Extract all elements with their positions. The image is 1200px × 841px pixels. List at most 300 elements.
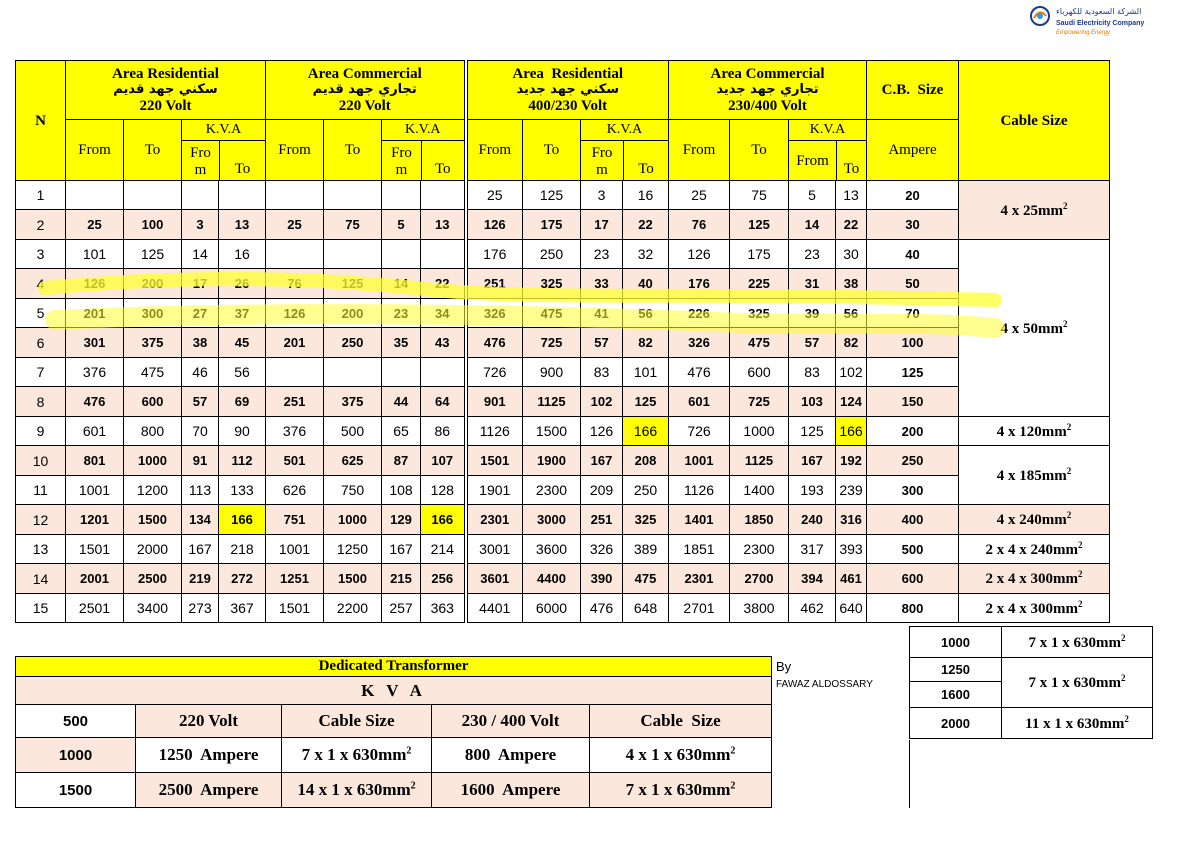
value-cell: 126: [266, 299, 324, 328]
table-row: [16, 328, 1110, 358]
value-cell: 30: [836, 240, 867, 269]
table-row: [16, 269, 1110, 299]
group-title: Area Commercial: [710, 66, 825, 82]
value-cell: 376: [266, 417, 324, 446]
cable-size-cell: 2 x 4 x $300mm^2$: [959, 594, 1110, 623]
value-cell: 500: [324, 417, 382, 446]
extra-cable-cell: 11 x 1 x $630mm^2$: [1002, 708, 1153, 739]
value-cell: 3000: [523, 505, 581, 535]
row-number: 2: [16, 210, 66, 240]
value-cell: 35: [382, 328, 421, 358]
value-cell: 2500: [124, 564, 182, 594]
dedicated-kva-cell: 1000: [16, 738, 136, 773]
value-cell: 3: [581, 181, 623, 210]
value-cell: 751: [266, 505, 324, 535]
value-cell: 56: [219, 358, 266, 387]
dedicated-cable400: 4 x 1 x $630mm^2$: [590, 738, 772, 773]
dedicated-amp400: 800 Ampere: [432, 738, 590, 773]
table-row: [16, 476, 1110, 505]
logo-english-name: Saudi Electricity Company: [1056, 20, 1145, 27]
value-cell: 375: [324, 387, 382, 417]
value-cell: 125: [523, 181, 581, 210]
row-number: 13: [16, 535, 66, 564]
value-cell: [382, 240, 421, 269]
row-number: 5: [16, 299, 66, 328]
value-cell: 125: [623, 387, 669, 417]
table-row: [16, 240, 1110, 269]
dedicated-kva-500: 500: [16, 705, 136, 738]
value-cell: 3001: [466, 535, 523, 564]
value-cell: 226: [669, 299, 730, 328]
value-cell: 57: [789, 328, 836, 358]
value-cell: 46: [182, 358, 219, 387]
value-cell: 4401: [466, 594, 523, 623]
value-cell: 126: [466, 210, 523, 240]
to-header: To: [124, 120, 182, 181]
group-arabic: سكني جهد جديد: [516, 82, 620, 97]
value-cell: 3800: [730, 594, 789, 623]
value-cell: 17: [182, 269, 219, 299]
value-cell: 601: [66, 417, 124, 446]
kva-subheader: [789, 120, 867, 181]
value-cell: 1001: [66, 476, 124, 505]
value-cell: [266, 181, 324, 210]
value-cell: 90: [219, 417, 266, 446]
value-cell: 218: [219, 535, 266, 564]
value-cell: 326: [581, 535, 623, 564]
value-cell: 251: [266, 387, 324, 417]
kva-from-header: Fro m: [182, 141, 220, 180]
value-cell: 166: [421, 505, 466, 535]
cable-size-cell: 4 x $185mm^2$: [959, 446, 1110, 505]
table-row: [16, 210, 1110, 240]
value-cell: 901: [466, 387, 523, 417]
divider-line: [909, 740, 910, 808]
cb-size-header: C.B. Size: [867, 61, 959, 120]
value-cell: 87: [382, 446, 421, 476]
value-cell: 201: [66, 299, 124, 328]
row-number: 9: [16, 417, 66, 446]
value-cell: 200: [324, 299, 382, 328]
value-cell: 40: [623, 269, 669, 299]
row-number: 3: [16, 240, 66, 269]
value-cell: 82: [623, 328, 669, 358]
value-cell: 13: [219, 210, 266, 240]
value-cell: 625: [324, 446, 382, 476]
value-cell: 5: [789, 181, 836, 210]
value-cell: 726: [669, 417, 730, 446]
from-header: From: [669, 120, 730, 181]
dedicated-cable400: 7 x 1 x $630mm^2$: [590, 773, 772, 808]
value-cell: 394: [789, 564, 836, 594]
value-cell: 102: [581, 387, 623, 417]
dedicated-amp400: 1600 Ampere: [432, 773, 590, 808]
value-cell: 14: [382, 269, 421, 299]
cb-ampere-cell: 300: [867, 476, 959, 505]
value-cell: 1850: [730, 505, 789, 535]
group-arabic: تجاري جهد قديم: [312, 82, 417, 97]
value-cell: 219: [182, 564, 219, 594]
value-cell: 389: [623, 535, 669, 564]
value-cell: 176: [466, 240, 523, 269]
value-cell: 3601: [466, 564, 523, 594]
value-cell: 475: [623, 564, 669, 594]
value-cell: 801: [66, 446, 124, 476]
value-cell: 134: [182, 505, 219, 535]
value-cell: 2301: [466, 505, 523, 535]
value-cell: 32: [623, 240, 669, 269]
value-cell: 251: [581, 505, 623, 535]
value-cell: 25: [266, 210, 324, 240]
value-cell: 2300: [523, 476, 581, 505]
extra-cable-cell: 7 x 1 x $630mm^2$: [1002, 627, 1153, 658]
row-number: 15: [16, 594, 66, 623]
group-volt: 220 Volt: [338, 98, 391, 114]
kva-label: K.V.A: [789, 120, 866, 141]
extra-amp-cell: 1600: [910, 682, 1002, 708]
value-cell: 601: [669, 387, 730, 417]
value-cell: 376: [66, 358, 124, 387]
dedicated-header-cable2: Cable Size: [590, 705, 772, 738]
kva-to-header: To: [638, 161, 654, 177]
value-cell: 626: [266, 476, 324, 505]
n-header: N: [16, 61, 66, 181]
value-cell: 167: [382, 535, 421, 564]
value-cell: 2300: [730, 535, 789, 564]
value-cell: 325: [730, 299, 789, 328]
value-cell: 25: [466, 181, 523, 210]
value-cell: 1250: [324, 535, 382, 564]
value-cell: 167: [182, 535, 219, 564]
value-cell: 201: [266, 328, 324, 358]
value-cell: 225: [730, 269, 789, 299]
value-cell: 251: [466, 269, 523, 299]
from-header: From: [66, 120, 124, 181]
value-cell: 900: [523, 358, 581, 387]
value-cell: 726: [466, 358, 523, 387]
value-cell: 1000: [730, 417, 789, 446]
value-cell: 301: [66, 328, 124, 358]
value-cell: 2701: [669, 594, 730, 623]
kva-from-header: From: [789, 141, 837, 180]
value-cell: 501: [266, 446, 324, 476]
group-header-residential-old: [66, 61, 266, 120]
group-title: Area Residential: [512, 66, 624, 82]
author-name: FAWAZ ALDOSSARY: [776, 679, 873, 690]
table-row: [16, 446, 1110, 476]
row-number: 10: [16, 446, 66, 476]
value-cell: 1125: [730, 446, 789, 476]
value-cell: 193: [789, 476, 836, 505]
value-cell: 390: [581, 564, 623, 594]
value-cell: 1001: [266, 535, 324, 564]
table-row: [16, 387, 1110, 417]
value-cell: 475: [730, 328, 789, 358]
cb-ampere-cell: 20: [867, 181, 959, 210]
value-cell: 25: [669, 181, 730, 210]
row-number: 14: [16, 564, 66, 594]
value-cell: 461: [836, 564, 867, 594]
kva-to-header: To: [434, 161, 451, 177]
group-volt: 220 Volt: [139, 98, 192, 114]
group-title: Area Commercial: [307, 66, 422, 82]
cable-size-cell: 4 x $120mm^2$: [959, 417, 1110, 446]
value-cell: 45: [219, 328, 266, 358]
cable-size-cell: 2 x 4 x $240mm^2$: [959, 535, 1110, 564]
value-cell: 2000: [124, 535, 182, 564]
value-cell: [324, 358, 382, 387]
table-row: [16, 594, 1110, 623]
group-arabic: سكني جهد قديم: [113, 82, 218, 97]
value-cell: [266, 358, 324, 387]
cable-size-cell: 4 x $240mm^2$: [959, 505, 1110, 535]
value-cell: 4400: [523, 564, 581, 594]
value-cell: 64: [421, 387, 466, 417]
value-cell: 1126: [466, 417, 523, 446]
value-cell: 272: [219, 564, 266, 594]
dedicated-title: Dedicated Transformer: [16, 657, 772, 677]
value-cell: 1501: [266, 594, 324, 623]
ampere-header: Ampere: [867, 120, 959, 181]
value-cell: 91: [182, 446, 219, 476]
kva-label: K.V.A: [382, 120, 464, 141]
value-cell: 273: [182, 594, 219, 623]
dedicated-amp220: 1250 Ampere: [136, 738, 282, 773]
value-cell: 208: [623, 446, 669, 476]
value-cell: 22: [836, 210, 867, 240]
cable-size-header: Cable Size: [959, 61, 1110, 181]
value-cell: [382, 181, 421, 210]
value-cell: 86: [421, 417, 466, 446]
kva-to-header: To: [843, 161, 860, 177]
value-cell: 82: [836, 328, 867, 358]
dedicated-kva-label: K V A: [16, 677, 772, 705]
value-cell: 33: [581, 269, 623, 299]
cb-ampere-cell: 30: [867, 210, 959, 240]
value-cell: 215: [382, 564, 421, 594]
cb-ampere-cell: 250: [867, 446, 959, 476]
kva-to-header: To: [234, 161, 251, 177]
value-cell: 1000: [124, 446, 182, 476]
value-cell: 25: [66, 210, 124, 240]
logo-tagline: Empowering Energy: [1056, 30, 1111, 36]
value-cell: 648: [623, 594, 669, 623]
value-cell: 1401: [669, 505, 730, 535]
value-cell: [382, 358, 421, 387]
value-cell: 14: [182, 240, 219, 269]
dedicated-amp220: 2500 Ampere: [136, 773, 282, 808]
dedicated-header-cable: Cable Size: [282, 705, 432, 738]
value-cell: 125: [730, 210, 789, 240]
value-cell: 27: [182, 299, 219, 328]
value-cell: 101: [623, 358, 669, 387]
value-cell: 476: [581, 594, 623, 623]
value-cell: 125: [124, 240, 182, 269]
value-cell: 126: [669, 240, 730, 269]
value-cell: 70: [182, 417, 219, 446]
kva-from-header: Fro m: [581, 141, 624, 180]
value-cell: 26: [219, 269, 266, 299]
value-cell: 725: [523, 328, 581, 358]
dedicated-cable220: 7 x 1 x $630mm^2$: [282, 738, 432, 773]
value-cell: 23: [382, 299, 421, 328]
value-cell: 325: [523, 269, 581, 299]
to-header: To: [324, 120, 382, 181]
row-number: 4: [16, 269, 66, 299]
value-cell: 1500: [124, 505, 182, 535]
group-arabic: تجاري جهد جديد: [716, 82, 819, 97]
circuit-breaker-table: [15, 60, 1110, 623]
value-cell: [324, 181, 382, 210]
value-cell: [421, 240, 466, 269]
value-cell: 3600: [523, 535, 581, 564]
group-volt: 400/230 Volt: [528, 98, 608, 114]
value-cell: 240: [789, 505, 836, 535]
value-cell: 39: [789, 299, 836, 328]
value-cell: 57: [581, 328, 623, 358]
value-cell: 22: [623, 210, 669, 240]
table-row: [16, 505, 1110, 535]
value-cell: 317: [789, 535, 836, 564]
row-number: 1: [16, 181, 66, 210]
value-cell: 1900: [523, 446, 581, 476]
value-cell: 166: [219, 505, 266, 535]
value-cell: 325: [623, 505, 669, 535]
value-cell: 44: [382, 387, 421, 417]
value-cell: 3400: [124, 594, 182, 623]
value-cell: 1501: [466, 446, 523, 476]
table-row: [16, 417, 1110, 446]
value-cell: 326: [669, 328, 730, 358]
value-cell: 800: [124, 417, 182, 446]
cable-size-cell: 4 x $25mm^2$: [959, 181, 1110, 240]
kva-subheader: [182, 120, 266, 181]
group-header-residential-new: [466, 61, 669, 120]
extra-amp-cell: 1000: [910, 627, 1002, 658]
value-cell: 214: [421, 535, 466, 564]
value-cell: 367: [219, 594, 266, 623]
value-cell: 124: [836, 387, 867, 417]
sec-logo-icon: [1028, 4, 1052, 28]
value-cell: 600: [730, 358, 789, 387]
value-cell: [182, 181, 219, 210]
value-cell: 23: [789, 240, 836, 269]
value-cell: 600: [124, 387, 182, 417]
table-row: [16, 299, 1110, 328]
value-cell: 125: [789, 417, 836, 446]
cable-size-cell: 2 x 4 x $300mm^2$: [959, 564, 1110, 594]
value-cell: 166: [836, 417, 867, 446]
from-header: From: [466, 120, 523, 181]
cb-ampere-cell: 400: [867, 505, 959, 535]
group-volt: 230/400 Volt: [728, 98, 807, 114]
value-cell: 6000: [523, 594, 581, 623]
value-cell: 126: [66, 269, 124, 299]
value-cell: 102: [836, 358, 867, 387]
dedicated-transformer-table: [15, 656, 772, 808]
value-cell: 462: [789, 594, 836, 623]
kva-from-header: Fro m: [382, 141, 422, 180]
value-cell: 16: [623, 181, 669, 210]
row-number: 8: [16, 387, 66, 417]
value-cell: 250: [623, 476, 669, 505]
table-row: [16, 564, 1110, 594]
value-cell: 113: [182, 476, 219, 505]
row-number: 7: [16, 358, 66, 387]
value-cell: 34: [421, 299, 466, 328]
value-cell: 76: [266, 269, 324, 299]
value-cell: [324, 240, 382, 269]
group-title: Area Residential: [112, 66, 219, 82]
cb-ampere-cell: 800: [867, 594, 959, 623]
to-header: To: [730, 120, 789, 181]
value-cell: 31: [789, 269, 836, 299]
table-row: [16, 535, 1110, 564]
value-cell: 476: [669, 358, 730, 387]
value-cell: 23: [581, 240, 623, 269]
value-cell: 209: [581, 476, 623, 505]
value-cell: 1901: [466, 476, 523, 505]
value-cell: [421, 358, 466, 387]
extra-cable-cell: 7 x 1 x $630mm^2$: [1002, 658, 1153, 708]
value-cell: 37: [219, 299, 266, 328]
value-cell: 175: [523, 210, 581, 240]
value-cell: 83: [581, 358, 623, 387]
value-cell: 2700: [730, 564, 789, 594]
value-cell: 475: [523, 299, 581, 328]
value-cell: 1501: [66, 535, 124, 564]
value-cell: 112: [219, 446, 266, 476]
kva-subheader: [581, 120, 669, 181]
value-cell: 176: [669, 269, 730, 299]
dedicated-header-400: 230 / 400 Volt: [432, 705, 590, 738]
value-cell: 103: [789, 387, 836, 417]
value-cell: 126: [581, 417, 623, 446]
value-cell: 256: [421, 564, 466, 594]
value-cell: 129: [382, 505, 421, 535]
to-header: To: [523, 120, 581, 181]
dedicated-cable220: 14 x 1 x $630mm^2$: [282, 773, 432, 808]
value-cell: 14: [789, 210, 836, 240]
value-cell: 2501: [66, 594, 124, 623]
cb-ampere-cell: 70: [867, 299, 959, 328]
value-cell: 16: [219, 240, 266, 269]
value-cell: 300: [124, 299, 182, 328]
value-cell: 250: [324, 328, 382, 358]
value-cell: 41: [581, 299, 623, 328]
group-header-commercial-old: [266, 61, 466, 120]
value-cell: 363: [421, 594, 466, 623]
value-cell: 108: [382, 476, 421, 505]
value-cell: 475: [124, 358, 182, 387]
value-cell: 1001: [669, 446, 730, 476]
value-cell: 76: [669, 210, 730, 240]
value-cell: 2301: [669, 564, 730, 594]
group-header-commercial-new: [669, 61, 867, 120]
value-cell: 1200: [124, 476, 182, 505]
value-cell: [124, 181, 182, 210]
value-cell: 166: [623, 417, 669, 446]
value-cell: [66, 181, 124, 210]
value-cell: 125: [324, 269, 382, 299]
extra-amp-cell: 2000: [910, 708, 1002, 739]
row-number: 12: [16, 505, 66, 535]
value-cell: 192: [836, 446, 867, 476]
value-cell: 101: [66, 240, 124, 269]
company-logo: [1028, 4, 1145, 42]
cb-ampere-cell: 125: [867, 358, 959, 387]
value-cell: 57: [182, 387, 219, 417]
